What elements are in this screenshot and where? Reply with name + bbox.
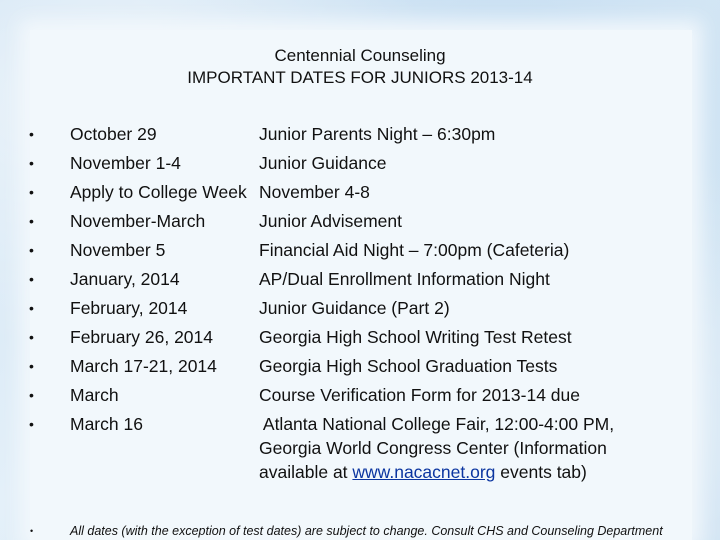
bullet-icon: • — [29, 242, 34, 258]
item-date: November 1-4 — [70, 153, 181, 173]
bullet-icon: • — [29, 155, 34, 171]
item-event: Financial Aid Night – 7:00pm (Cafeteria) — [259, 240, 570, 260]
item-date: February 26, 2014 — [70, 327, 214, 347]
event-line — [259, 460, 679, 484]
footer-note-item — [0, 522, 720, 540]
item-date: Apply to College Week — [70, 182, 247, 202]
page-subtitle: IMPORTANT DATES FOR JUNIORS 2013-14 — [187, 68, 533, 87]
nacacnet-link[interactable]: www.nacacnet.org — [352, 462, 496, 482]
item-date: February, 2014 — [70, 298, 188, 318]
bullet-icon: • — [29, 329, 34, 345]
item-event — [259, 412, 679, 484]
bullet-icon: • — [30, 526, 34, 536]
bullet-icon: • — [29, 416, 34, 432]
item-event: Georgia High School Writing Test Retest — [259, 327, 572, 347]
bullet-icon: • — [29, 184, 34, 200]
bullet-icon: • — [29, 358, 34, 374]
item-date: March 17-21, 2014 — [70, 356, 217, 376]
event-line: Atlanta National College Fair, 12:00-4:00 PM, — [259, 414, 615, 434]
bullet-icon: • — [29, 300, 34, 316]
item-date: March — [70, 385, 119, 405]
item-event: Junior Parents Night – 6:30pm — [259, 124, 496, 144]
item-date: November-March — [70, 211, 206, 231]
bullet-icon: • — [29, 387, 34, 403]
item-date: March 16 — [70, 414, 143, 434]
footer-note: All dates (with the exception of test dates) are subject to change. Consult CHS and Counseling Department — [70, 524, 663, 538]
item-event: Junior Guidance — [259, 153, 387, 173]
bullet-icon: • — [29, 126, 34, 142]
item-event: November 4-8 — [259, 182, 370, 202]
event-text: available at — [259, 462, 353, 482]
bullet-icon: • — [29, 271, 34, 287]
item-event: Course Verification Form for 2013-14 due — [259, 385, 580, 405]
event-line: Georgia World Congress Center (Information — [259, 438, 607, 458]
item-event: Junior Advisement — [259, 211, 402, 231]
item-event: Junior Guidance (Part 2) — [259, 298, 450, 318]
bullet-icon: • — [29, 213, 34, 229]
item-event: AP/Dual Enrollment Information Night — [259, 269, 550, 289]
item-date: November 5 — [70, 240, 166, 260]
page-title: Centennial Counseling — [274, 46, 446, 65]
item-event: Georgia High School Graduation Tests — [259, 356, 558, 376]
event-text: events tab) — [495, 462, 587, 482]
item-date: January, 2014 — [70, 269, 180, 289]
item-date: October 29 — [70, 124, 157, 144]
